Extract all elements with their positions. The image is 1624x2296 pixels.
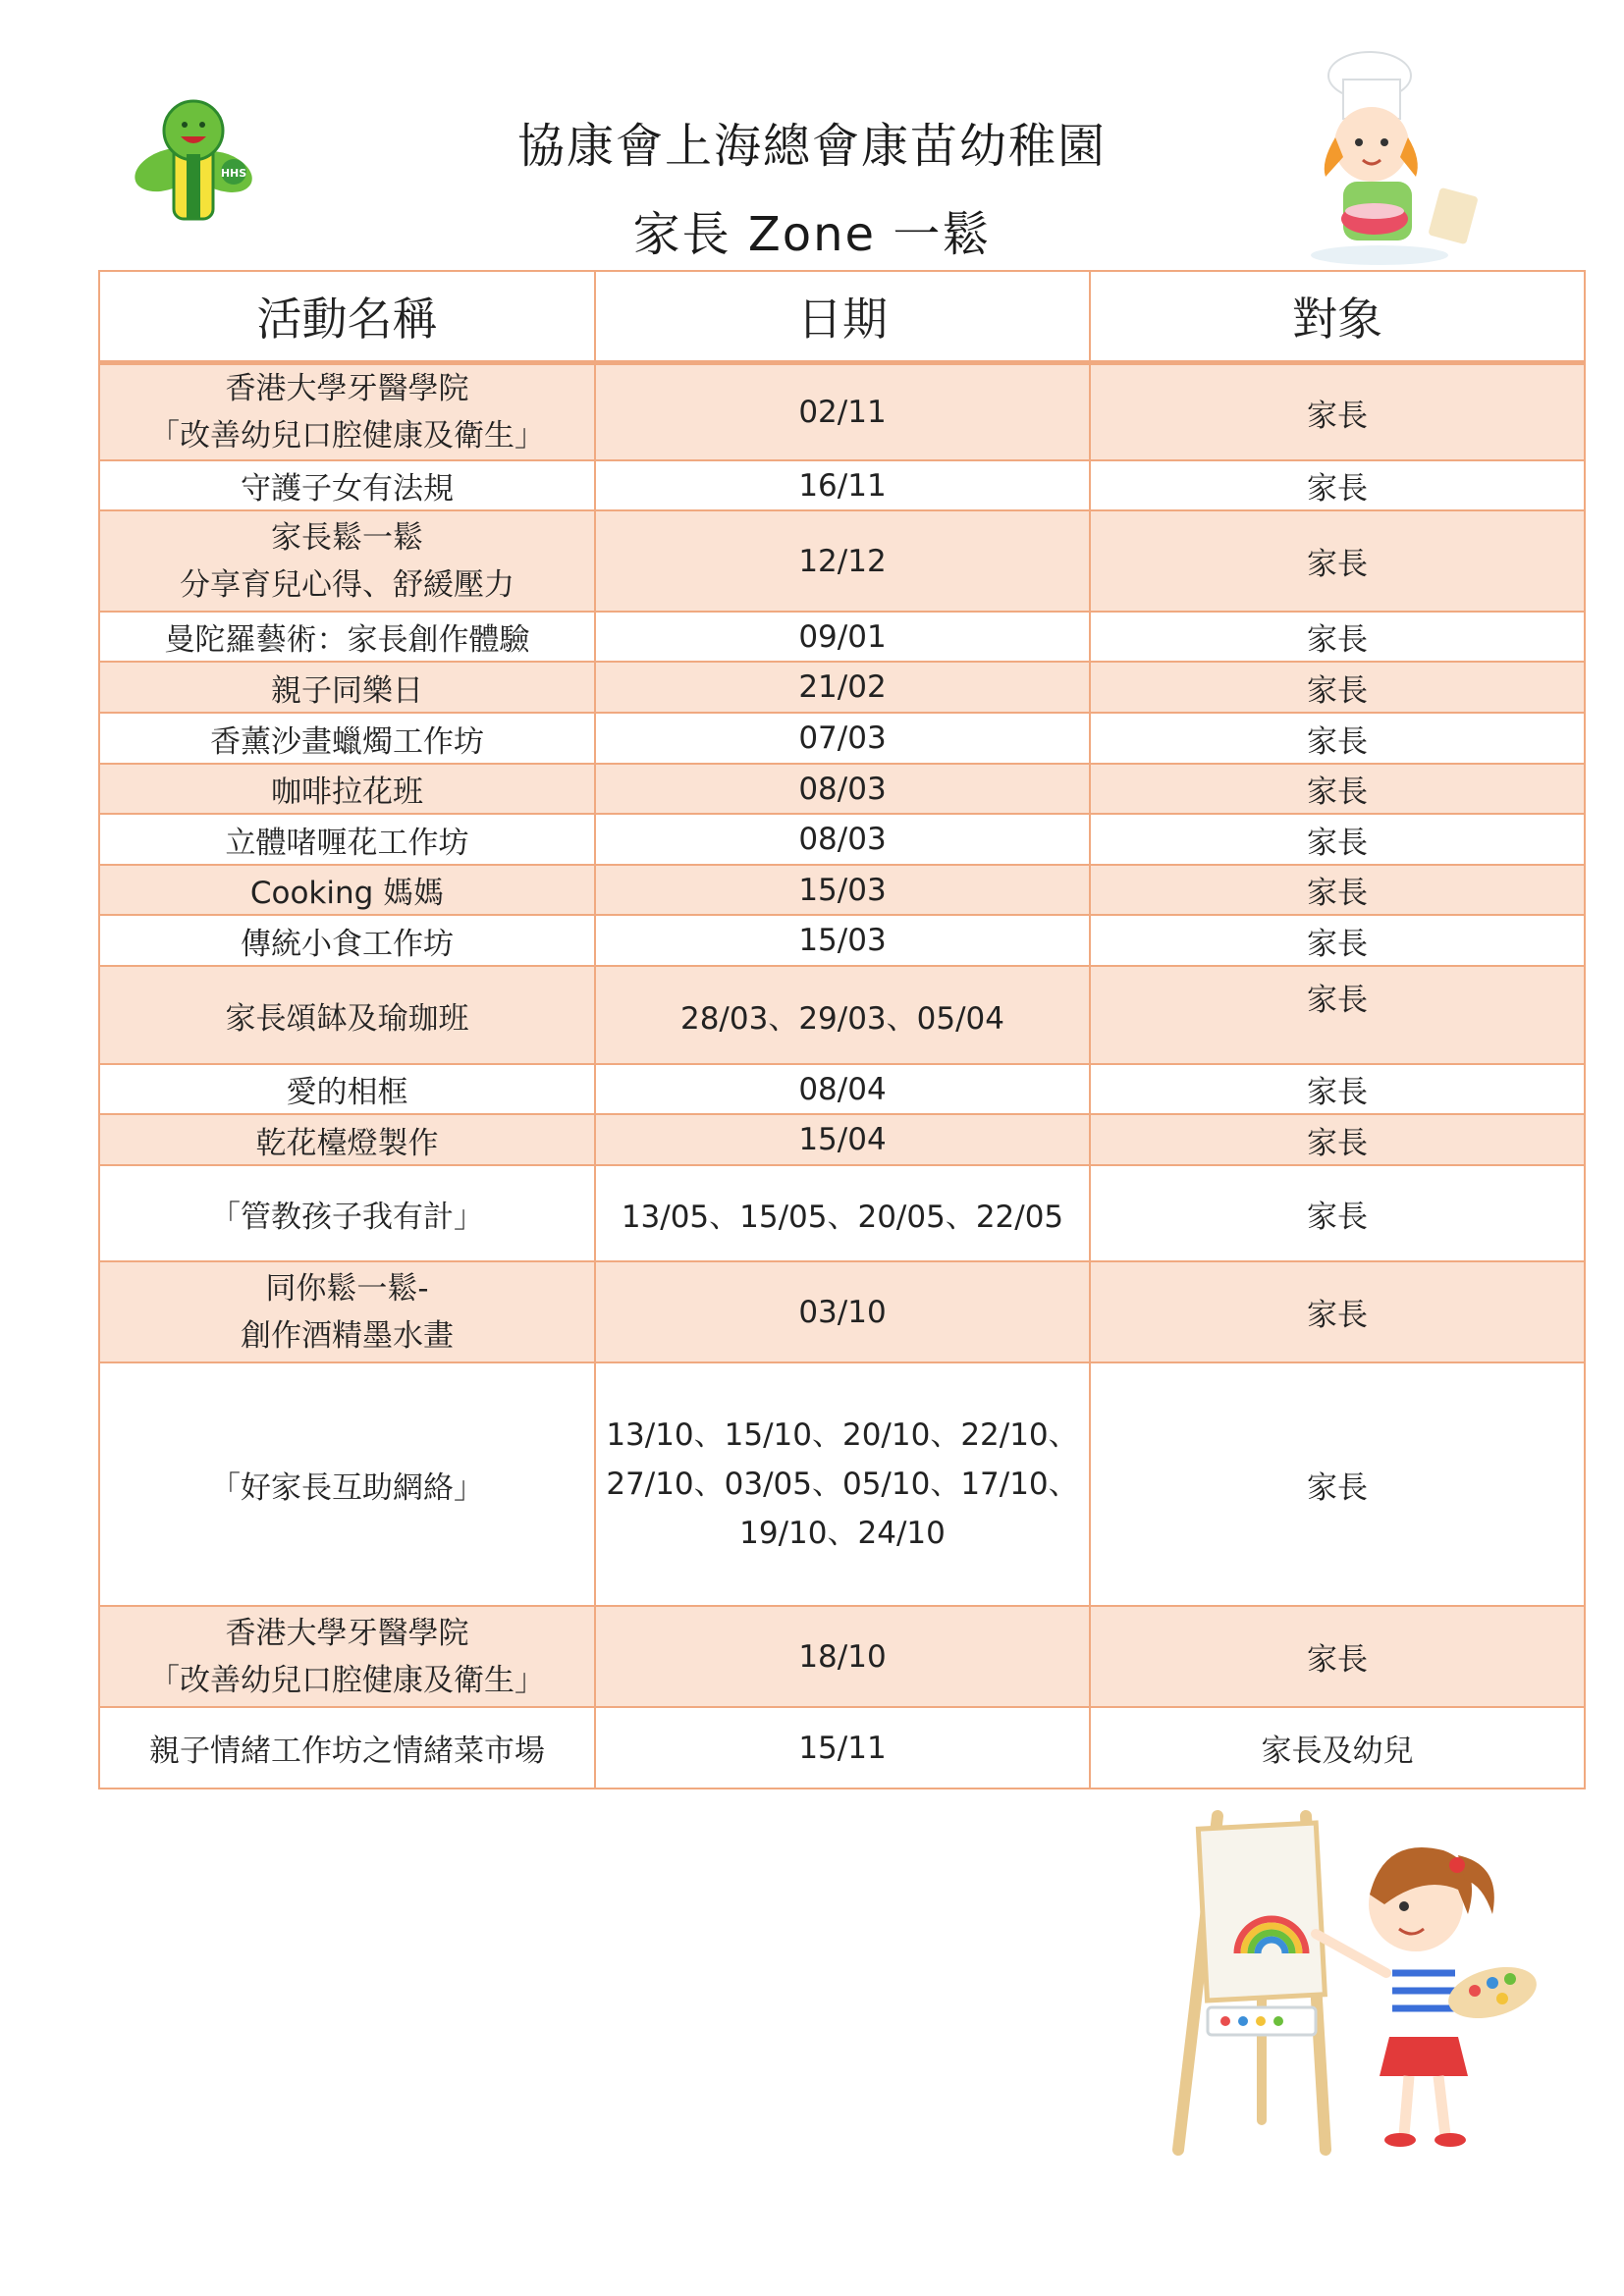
target-cell: 家長 — [1090, 363, 1585, 461]
activities-table — [98, 270, 1586, 1789]
target-cell: 家長 — [1090, 662, 1585, 713]
activity-cell: 立體啫喱花工作坊 — [99, 814, 595, 865]
table-row — [99, 915, 1585, 966]
target-cell: 家長 — [1090, 1261, 1585, 1362]
page-subtitle: 家長 Zone 一鬆 — [632, 207, 992, 262]
date-line: 13/10、15/10、20/10、22/10、 — [606, 1417, 1079, 1453]
table-row — [99, 1064, 1585, 1114]
activity-cell — [99, 1261, 595, 1362]
date-cell: 15/03 — [595, 865, 1090, 915]
activity-name-line: 同你鬆一鬆- — [265, 1270, 429, 1307]
table-row — [99, 713, 1585, 764]
activity-cell: 「管教孩子我有計」 — [99, 1165, 595, 1261]
target-cell: 家長 — [1090, 865, 1585, 915]
activity-cell — [99, 510, 595, 612]
activity-name-line: 分享育兒心得、舒緩壓力 — [180, 566, 514, 603]
date-cell — [595, 1362, 1090, 1606]
date-cell: 18/10 — [595, 1606, 1090, 1707]
date-cell: 12/12 — [595, 510, 1090, 612]
activity-cell: 曼陀羅藝術：家長創作體驗 — [99, 612, 595, 662]
date-cell: 07/03 — [595, 713, 1090, 764]
table-row — [99, 1707, 1585, 1789]
date-line: 27/10、03/05、05/10、17/10、 — [606, 1467, 1079, 1502]
column-header-target: 對象 — [1090, 271, 1585, 363]
activity-name-line: 「改善幼兒口腔健康及衛生」 — [149, 418, 545, 454]
date-cell: 03/10 — [595, 1261, 1090, 1362]
date-cell: 08/03 — [595, 764, 1090, 814]
target-cell: 家長 — [1090, 612, 1585, 662]
table-row — [99, 662, 1585, 713]
activity-name-line: 家長鬆一鬆 — [271, 519, 423, 556]
table-row — [99, 612, 1585, 662]
date-cell: 28/03、29/03、05/04 — [595, 966, 1090, 1064]
activity-cell: 乾花檯燈製作 — [99, 1114, 595, 1165]
activity-cell: Cooking 媽媽 — [99, 865, 595, 915]
activity-name-line: 創作酒精墨水畫 — [241, 1317, 454, 1354]
column-header-date: 日期 — [595, 271, 1090, 363]
activity-cell: 家長頌缽及瑜珈班 — [99, 966, 595, 1064]
target-cell: 家長 — [1090, 510, 1585, 612]
activity-name-line: 「改善幼兒口腔健康及衛生」 — [149, 1662, 545, 1698]
activity-cell: 咖啡拉花班 — [99, 764, 595, 814]
table-row — [99, 460, 1585, 510]
target-cell: 家長 — [1090, 1362, 1585, 1606]
table-row — [99, 1261, 1585, 1362]
date-cell: 08/04 — [595, 1064, 1090, 1114]
table-row — [99, 510, 1585, 612]
date-cell: 15/03 — [595, 915, 1090, 966]
activity-cell — [99, 363, 595, 461]
date-cell: 15/11 — [595, 1707, 1090, 1789]
date-cell: 08/03 — [595, 814, 1090, 865]
school-name: 協康會上海總會康苗幼稚園 — [516, 119, 1107, 174]
table-row — [99, 814, 1585, 865]
table-row — [99, 1114, 1585, 1165]
target-cell: 家長 — [1090, 460, 1585, 510]
activity-cell: 親子情緒工作坊之情緒菜市場 — [99, 1707, 595, 1789]
target-cell: 家長及幼兒 — [1090, 1707, 1585, 1789]
activity-cell: 親子同樂日 — [99, 662, 595, 713]
table-header-row — [99, 271, 1585, 363]
table-row — [99, 363, 1585, 461]
activity-cell: 守護子女有法規 — [99, 460, 595, 510]
table-row — [99, 865, 1585, 915]
date-cell: 13/05、15/05、20/05、22/05 — [595, 1165, 1090, 1261]
target-cell: 家長 — [1090, 915, 1585, 966]
activity-cell: 傳統小食工作坊 — [99, 915, 595, 966]
target-cell: 家長 — [1090, 764, 1585, 814]
date-cell: 02/11 — [595, 363, 1090, 461]
table-row — [99, 764, 1585, 814]
activity-name-line: 香港大學牙醫學院 — [225, 371, 469, 406]
table-row — [99, 1606, 1585, 1707]
girl-painter-illustration — [1159, 1796, 1551, 2169]
date-cell: 09/01 — [595, 612, 1090, 662]
table-row — [99, 966, 1585, 1064]
target-cell: 家長 — [1090, 814, 1585, 865]
activity-cell: 愛的相框 — [99, 1064, 595, 1114]
activity-cell — [99, 1606, 595, 1707]
table-row — [99, 1165, 1585, 1261]
target-cell: 家長 — [1090, 966, 1585, 1064]
date-cell: 15/04 — [595, 1114, 1090, 1165]
table-row — [99, 1362, 1585, 1606]
column-header-activity: 活動名稱 — [99, 271, 595, 363]
target-cell: 家長 — [1090, 1114, 1585, 1165]
date-line: 19/10、24/10 — [739, 1516, 946, 1551]
svg-text:HHS: HHS — [220, 167, 247, 180]
activity-cell: 「好家長互助網絡」 — [99, 1362, 595, 1606]
activity-name-line: 香港大學牙醫學院 — [225, 1615, 469, 1651]
girl-chef-illustration — [1296, 44, 1532, 280]
target-cell: 家長 — [1090, 713, 1585, 764]
activity-cell: 香薰沙畫蠟燭工作坊 — [99, 713, 595, 764]
target-cell: 家長 — [1090, 1165, 1585, 1261]
target-cell: 家長 — [1090, 1064, 1585, 1114]
date-cell: 21/02 — [595, 662, 1090, 713]
date-cell: 16/11 — [595, 460, 1090, 510]
target-cell: 家長 — [1090, 1606, 1585, 1707]
